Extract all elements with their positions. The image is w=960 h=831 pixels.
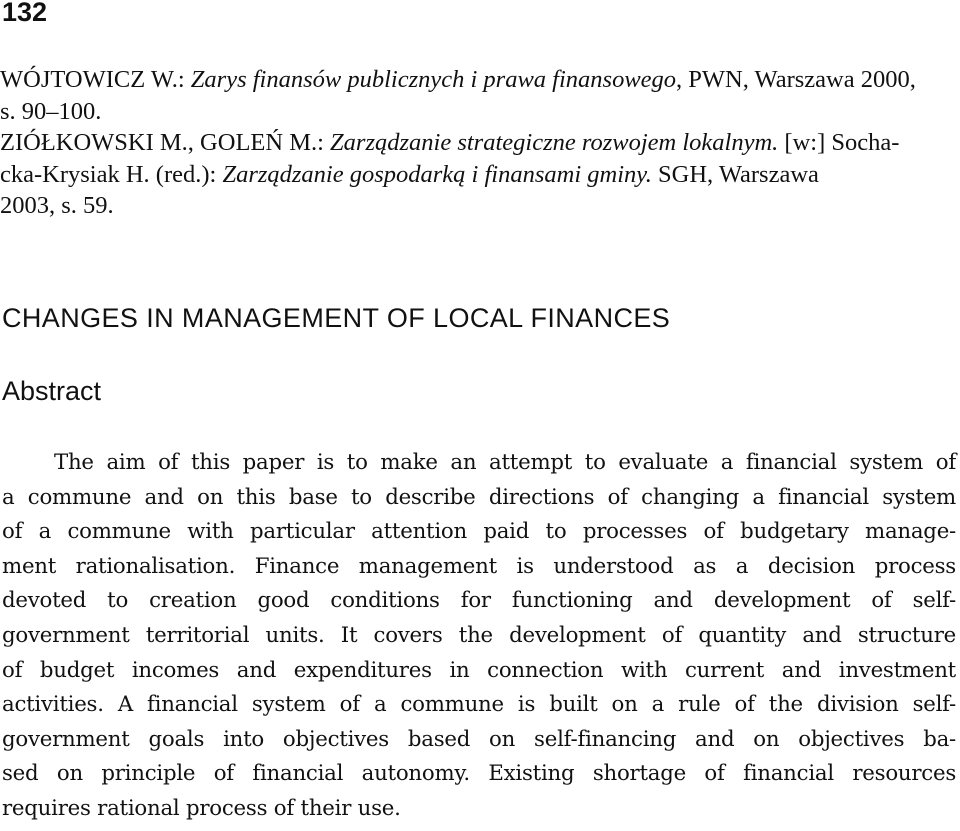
article-title: CHANGES IN MANAGEMENT OF LOCAL FINANCES	[2, 303, 671, 333]
abstract-line: of budget incomes and expenditures in connection with current and investment	[2, 657, 956, 683]
reference-author: ZIÓŁKOWSKI M., GOLEŃ M.:	[0, 129, 331, 156]
abstract-heading: Abstract	[2, 376, 102, 406]
abstract-line: of a commune with particular attention paid to processes of budgetary manage-	[2, 519, 956, 545]
reference-line	[0, 159, 956, 191]
abstract-line: sed on principle of financial autonomy. Existing shortage of financial resources	[2, 761, 956, 787]
abstract-line: The aim of this paper is to make an attempt to evaluate a financial system of	[54, 450, 956, 475]
reference-line	[0, 127, 956, 159]
abstract-line: government territorial units. It covers the development of quantity and structure	[2, 622, 956, 648]
abstract-line: government goals into objectives based on self-financing and on objectives ba-	[2, 726, 956, 752]
reference-editor: cka-Krysiak H. (red.):	[0, 160, 223, 188]
reference-line: 2003, s. 59.	[0, 192, 114, 219]
references-list	[0, 64, 956, 222]
abstract-line: requires rational process of their use.	[2, 795, 401, 821]
reference-publisher: , PWN, Warszawa 2000,	[676, 66, 916, 93]
reference-title: Zarządzanie strategiczne rozwojem lokalnym.	[330, 129, 779, 156]
abstract-line: devoted to creation good conditions for functioning and development of self-	[2, 588, 956, 614]
page-number: 132	[2, 0, 48, 27]
reference-title: Zarys finansów publicznych i prawa finansowego	[190, 66, 677, 93]
reference-line	[0, 64, 956, 96]
reference-entry	[0, 127, 956, 222]
reference-entry	[0, 64, 956, 127]
abstract-line: a commune and on this base to describe directions of changing a financial system	[2, 484, 956, 510]
abstract-body	[2, 446, 956, 827]
reference-author: WÓJTOWICZ W.:	[0, 66, 191, 93]
reference-line: s. 90–100.	[0, 97, 102, 125]
reference-publisher: SGH, Warszawa	[651, 160, 819, 188]
abstract-line: ment rationalisation. Finance management is understood as a decision process	[2, 553, 956, 579]
reference-source: [w:] Socha-	[778, 129, 900, 156]
reference-book-title: Zarządzanie gospodarką i finansami gminy.	[222, 160, 652, 188]
abstract-line: activities. A financial system of a commune is built on a rule of the division self-	[2, 692, 956, 718]
